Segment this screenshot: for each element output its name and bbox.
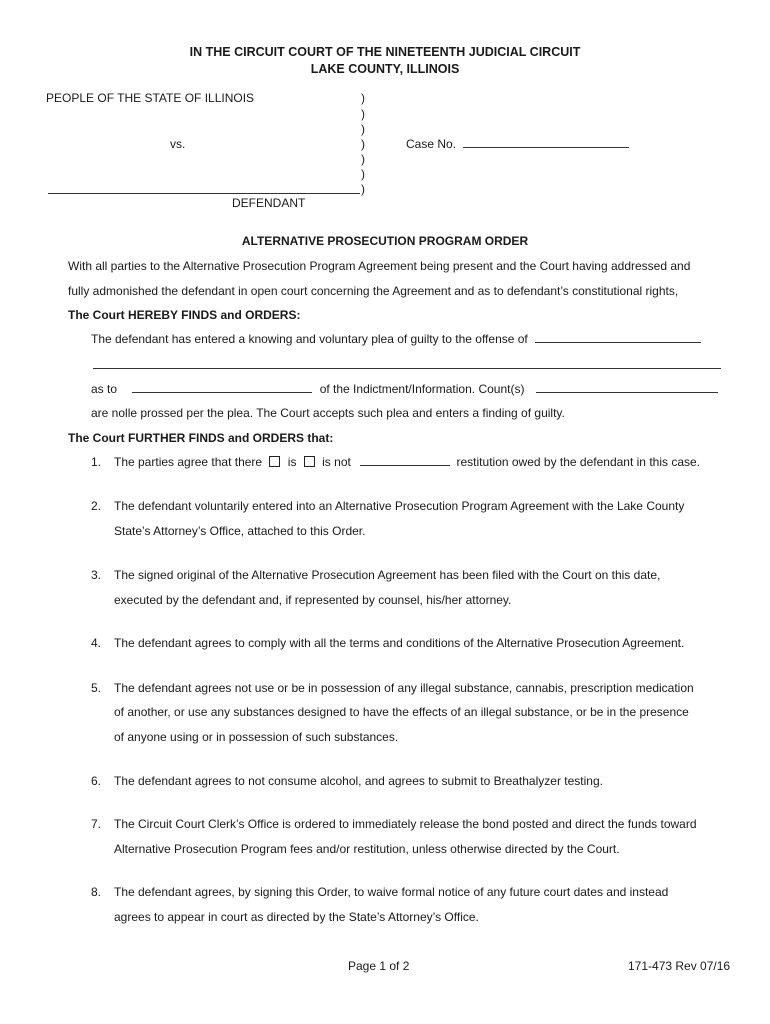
- form-number: 171-473 Rev 07/16: [628, 959, 731, 973]
- list-item-8-line-1: The defendant agrees, by signing this Order, to waive formal notice of any future court dates and instead: [114, 885, 669, 899]
- list-item-1: [114, 455, 700, 469]
- intro-line-2: fully admonished the defendant in open court concerning the Agreement and as to defendant’s constitutional rights,: [68, 284, 679, 298]
- restitution-text: The parties agree that there: [114, 455, 263, 469]
- court-heading: IN THE CIRCUIT COURT OF THE NINETEENTH JUDICIAL CIRCUIT: [189, 45, 581, 59]
- paren: ): [361, 137, 365, 151]
- is-not-checkbox[interactable]: [304, 456, 315, 467]
- item-number: 1.: [91, 455, 102, 469]
- item-number: 2.: [91, 499, 102, 513]
- item-number: 4.: [91, 636, 102, 650]
- offense-field[interactable]: [535, 342, 701, 343]
- paren: ): [361, 167, 365, 181]
- restitution-amount-field[interactable]: [360, 465, 450, 466]
- page-title: ALTERNATIVE PROSECUTION PROGRAM ORDER: [241, 234, 529, 248]
- item-number: 5.: [91, 681, 102, 695]
- case-number-label: Case No.: [406, 137, 457, 151]
- paren: ): [361, 91, 365, 105]
- count-field[interactable]: [132, 392, 312, 393]
- list-item-7-line-2: Alternative Prosecution Program fees and/or restitution, unless otherwise directed by the Court.: [114, 842, 620, 856]
- further-heading: The Court FURTHER FINDS and ORDERS that:: [68, 431, 334, 445]
- item-number: 3.: [91, 568, 102, 582]
- plea-line: The defendant has entered a knowing and voluntary plea of guilty to the offense of: [91, 332, 528, 346]
- is-checkbox[interactable]: [269, 456, 280, 467]
- item-number: 7.: [91, 817, 102, 831]
- list-item-5-line-2: of another, or use any substances designed to have the effects of an illegal substance, or be in the presence: [114, 705, 689, 719]
- list-item-3-line-1: The signed original of the Alternative Prosecution Agreement has been filed with the Court on this date,: [114, 568, 661, 582]
- paren: ): [361, 107, 365, 121]
- paren: ): [361, 152, 365, 166]
- list-item-4-line-1: The defendant agrees to comply with all the terms and conditions of the Alternative Prosecution Agreement.: [114, 636, 685, 650]
- item-number: 8.: [91, 885, 102, 899]
- list-item-8-line-2: agrees to appear in court as directed by the State’s Attorney’s Office.: [114, 910, 479, 924]
- indictment-label: of the Indictment/Information. Count(s): [319, 382, 525, 396]
- county-heading: LAKE COUNTY, ILLINOIS: [310, 62, 460, 76]
- defendant-label: DEFENDANT: [232, 196, 306, 210]
- paren: ): [361, 122, 365, 136]
- list-item-5-line-1: The defendant agrees not use or be in possession of any illegal substance, cannabis, prescription medication: [114, 681, 694, 695]
- list-item-2-line-2: State’s Attorney’s Office, attached to this Order.: [114, 524, 366, 538]
- as-to-label: as to: [91, 382, 118, 396]
- nolle-counts-field[interactable]: [536, 392, 718, 393]
- list-item-6-line-1: The defendant agrees to not consume alcohol, and agrees to submit to Breathalyzer testing.: [114, 774, 603, 788]
- case-number-field[interactable]: [463, 147, 629, 148]
- plaintiff-name: PEOPLE OF THE STATE OF ILLINOIS: [46, 91, 255, 105]
- versus-label: vs.: [170, 137, 186, 151]
- is-label: is: [287, 455, 297, 469]
- is-not-label: is not: [322, 455, 351, 469]
- offense-field-continued[interactable]: [93, 358, 721, 369]
- list-item-5-line-3: of anyone using or in possession of such substances.: [114, 730, 399, 744]
- paren: ): [361, 182, 365, 196]
- list-item-2-line-1: The defendant voluntarily entered into an Alternative Prosecution Program Agreement with the Lake County: [114, 499, 685, 513]
- intro-line-1: With all parties to the Alternative Prosecution Program Agreement being present and the Court having addressed and: [68, 259, 691, 273]
- list-item-7-line-1: The Circuit Court Clerk’s Office is ordered to immediately release the bond posted and direct the funds toward: [114, 817, 697, 831]
- hereby-heading: The Court HEREBY FINDS and ORDERS:: [68, 308, 301, 322]
- defendant-name-field[interactable]: [48, 193, 360, 194]
- restitution-text-end: restitution owed by the defendant in this case.: [456, 455, 701, 469]
- nolle-sentence: are nolle prossed per the plea. The Court accepts such plea and enters a finding of guilty.: [91, 406, 565, 420]
- item-number: 6.: [91, 774, 102, 788]
- list-item-3-line-2: executed by the defendant and, if represented by counsel, his/her attorney.: [114, 593, 512, 607]
- page-number: Page 1 of 2: [348, 959, 410, 973]
